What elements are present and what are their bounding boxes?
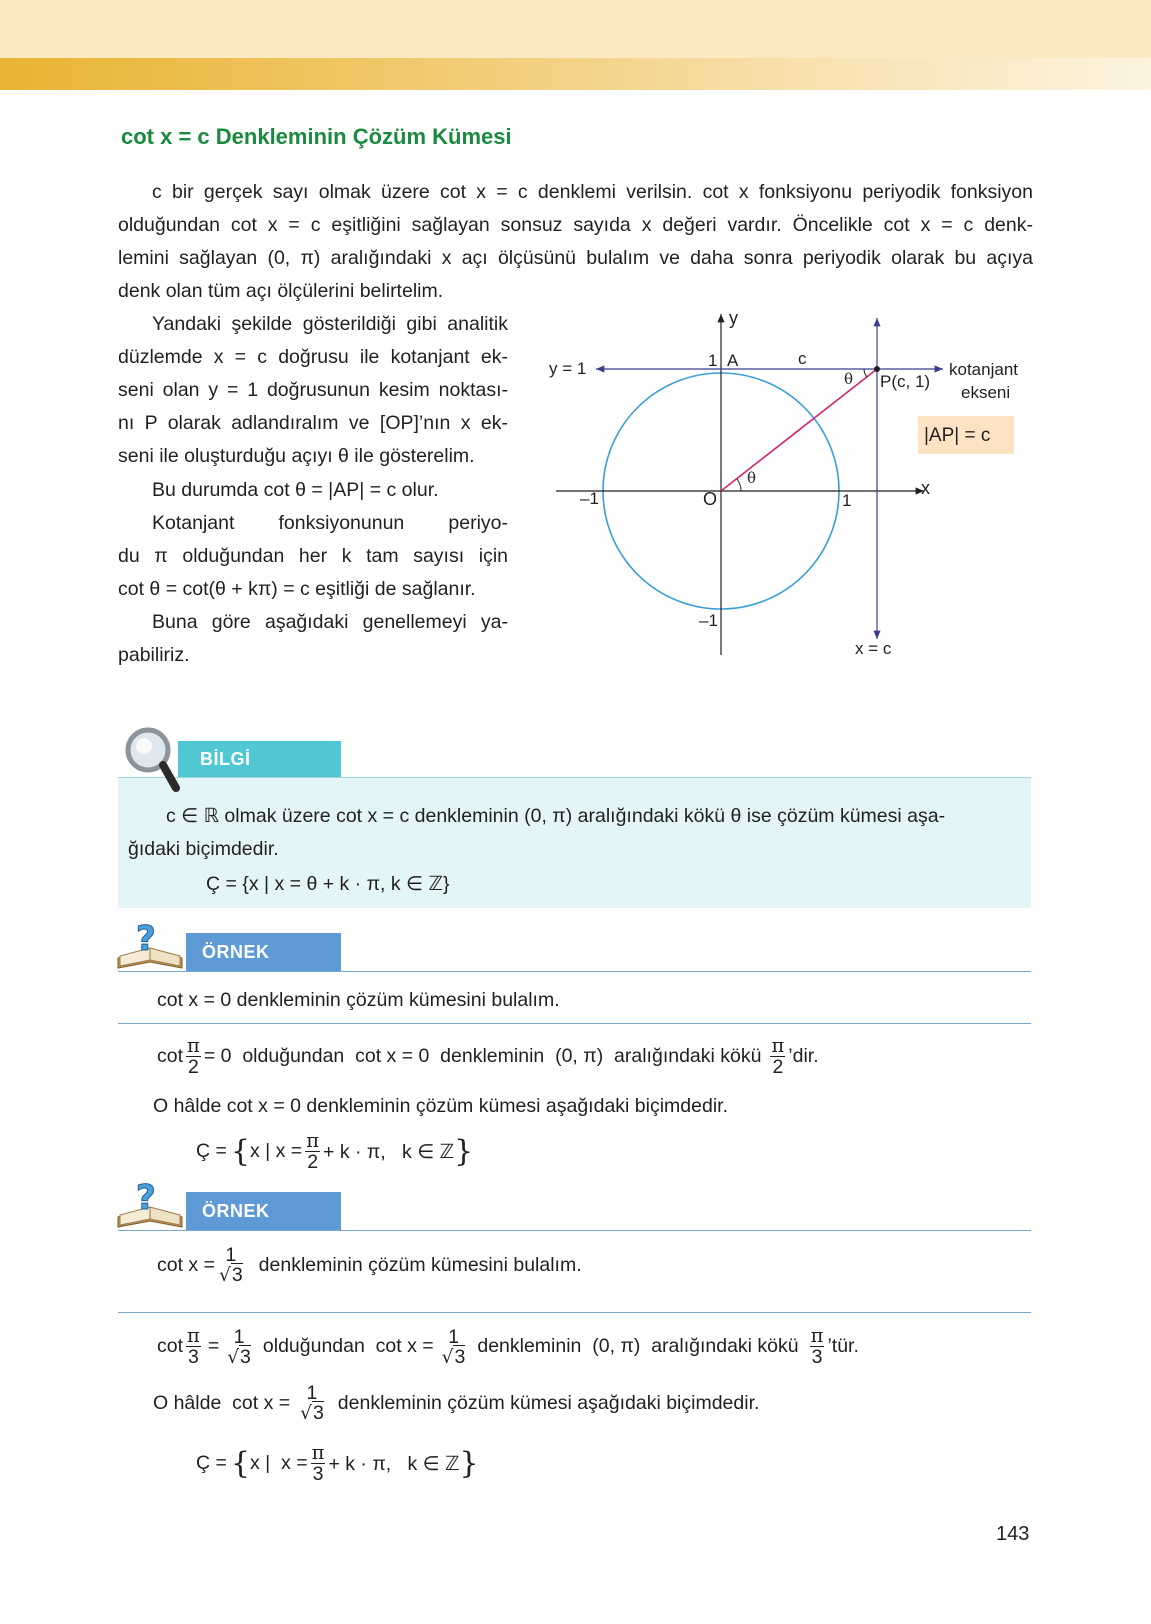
radicand: 3 [454,1345,466,1368]
ornek-2-divider [118,1312,1031,1313]
set-rest: + k · π, k ∈ ℤ [323,1140,455,1163]
fig-label-c: c [798,349,807,368]
fig-label-minus-one-bottom: –1 [699,611,718,630]
fraction-pi-over-2 [185,1036,202,1078]
fraction-num: π [187,1324,200,1347]
bilgi-label: BİLGİ [200,749,251,769]
question-book-icon [114,1171,186,1233]
radicand: 3 [231,1264,243,1287]
ornek-1-solution-2: O hâlde cot x = 0 denkleminin çözüm kümesi aşağıdaki biçimdedir. [153,1095,728,1117]
radicand: 3 [240,1345,251,1368]
fraction-den: 2 [772,1056,784,1079]
left-line-1: Yandaki şekilde gösterildiği gibi analitik [152,313,508,335]
ornek-2-question [157,1245,582,1286]
fraction-den: √3 [219,1264,243,1287]
fraction-den: √3 [300,1402,324,1425]
solution-2-text: denkleminin çözüm kümesi aşağıdaki biçimdedir. [337,1391,760,1414]
fig-label-ap-eq-c: |AP| = c [924,425,991,446]
set-x-part: x | x = [249,1140,303,1163]
fraction-den: √3 [227,1345,251,1368]
fraction-den: √3 [441,1345,466,1368]
fraction-den: 2 [188,1056,199,1079]
left-line-7: Kotanjant fonksiyonunun periyo- [152,512,508,534]
fraction-pi-over-3 [185,1326,202,1368]
solution-1-middle: = 0 olduğundan cot x = 0 denkleminin (0, π) aralığındaki kökü [203,1045,762,1068]
svg-text:?: ? [136,1178,156,1218]
fraction-one-over-root-3 [225,1327,253,1368]
fraction-num: 1 [448,1325,459,1348]
bilgi-formula: Ç = {x | x = θ + k · π, k ∈ ℤ} [206,873,450,895]
question-book-icon [114,912,186,974]
ornek-2-top-rule [118,1230,1031,1231]
solution-1-middle: olduğundan cot x = [262,1335,434,1358]
ornek-1-solution-1 [157,1036,819,1078]
left-line-9: cot θ = cot(θ + kπ) = c eşitliği de sağlanır. [118,578,476,600]
ornek-label-2: ÖRNEK [202,1201,270,1221]
fig-label-P: P(c, 1) [880,372,931,391]
fig-label-y: y [729,308,738,328]
magnifier-icon [114,724,182,796]
left-line-2: düzlemde x = c doğrusu ile kotanjant ek- [118,346,508,368]
set-lhs: Ç = [196,1452,227,1475]
fraction-num: 1 [306,1382,318,1404]
solution-1-middle-2: denkleminin (0, π) aralığındaki kökü [477,1335,799,1358]
left-line-10: Buna göre aşağıdaki genellemeyi ya- [152,611,508,633]
bilgi-line-1: c ∈ ℝ olmak üzere cot x = c denkleminin (0, π) aralığındaki kökü θ ise çözüm kümesi aşa- [166,805,946,827]
fig-label-one-top: 1 [708,351,718,370]
ornek-2-solution-set: Ç = { x | x = $\frac{\pi}{3}$ + k · π, k ∈ ℤ } [196,1441,479,1486]
fig-label-ekseni: ekseni [961,383,1011,402]
fraction-den: 3 [188,1346,199,1369]
solution-2-lhs: O hâlde cot x = [153,1391,291,1414]
angle-arc-P [864,369,867,377]
fraction-num: π [771,1034,785,1057]
fraction-one-over-root-3-b [440,1327,468,1368]
question-lhs: cot x = [157,1253,215,1276]
fig-label-O: O [703,489,718,509]
radicand: 3 [312,1402,324,1425]
ornek-2-solution-2 [153,1383,759,1424]
fraction-pi-over-3-set [310,1443,327,1485]
fraction-den: 3 [312,1463,324,1486]
intro-line-4: denk olan tüm açı ölçülerini belirtelim. [118,280,444,302]
angle-arc-origin [737,479,741,491]
intro-line-2: olduğundan cot x = c eşitliğini sağlayan sonsuz sayıda x değeri vardır. Öncelikle cot x = c denk- [118,214,1033,236]
segment-OP [721,369,877,491]
fig-label-x-eq-c: x = c [855,639,892,658]
left-line-4: nı P olarak adlandıralım ve [OP]’nın x ek- [118,412,508,434]
fraction-num: 1 [225,1244,237,1266]
intro-line-3: lemini sağlayan (0, π) aralığındaki x açı ölçüsünü bulalım ve daha sonra periyodik olarak bu açıya [118,247,1033,269]
cot-text: cot [157,1335,184,1358]
fraction-num: 1 [233,1325,245,1348]
fraction-pi-over-3-b [809,1326,826,1368]
fraction-num: π [810,1324,824,1347]
fraction-pi-over-2-set [304,1131,321,1173]
fraction-den: 2 [307,1151,319,1174]
fraction-one-over-root-3 [217,1245,245,1286]
fig-label-A: A [727,351,739,370]
solution-1-tail: ’dir. [788,1045,819,1068]
svg-text:?: ? [136,919,156,959]
left-line-8: du π olduğundan her k tam sayısı için [118,545,508,567]
unit-circle-figure [0,0,1151,700]
fig-label-y-eq-1: y = 1 [549,359,587,378]
left-line-11: pabiliriz. [118,644,190,666]
fraction-one-over-root-3 [298,1383,326,1424]
fig-label-theta-P: θ [844,370,854,388]
left-line-5: seni ile oluşturduğu açıyı θ ile gösterelim. [118,445,475,467]
left-line-6: Bu durumda cot θ = |AP| = c olur. [152,479,439,501]
ornek-1-question: cot x = 0 denkleminin çözüm kümesini bulalım. [157,989,560,1011]
ornek-1-divider [118,1023,1031,1024]
fraction-num: π [311,1441,325,1464]
bilgi-line-2: ğıdaki biçimdedir. [128,838,279,860]
ornek-1-solution-set: Ç = { x | x = $\frac{\pi}{2}$ + k · π, k ∈ ℤ } [196,1129,474,1174]
fig-label-x: x [921,478,930,498]
fraction-num: π [187,1034,200,1057]
fraction-den: 3 [811,1346,823,1369]
fraction-pi-over-2-b [769,1036,786,1078]
page-number: 143 [996,1523,1030,1545]
section-title: cot x = c Denkleminin Çözüm Kümesi [121,124,512,149]
solution-1-tail: ’tür. [827,1335,859,1358]
intro-line-1: c bir gerçek sayı olmak üzere cot x = c denklemi verilsin. cot x fonksiyonu periyodik fonksiyon [152,181,1033,203]
set-lhs: Ç = [196,1140,227,1163]
cot-text: cot [157,1045,184,1068]
ornek-1-top-rule [118,971,1031,972]
question-text: denkleminin çözüm kümesini bulalım. [258,1253,582,1276]
set-x-part: x | x = [249,1452,308,1475]
ornek-2-solution-1 [157,1326,859,1368]
fig-label-one-right: 1 [842,491,852,510]
fig-label-minus-one-left: –1 [580,489,599,508]
set-rest: + k · π, k ∈ ℤ [328,1452,460,1475]
left-line-3: seni olan y = 1 doğrusunun kesim noktası- [118,379,508,401]
fraction-num: π [306,1129,320,1152]
fig-label-theta-origin: θ [747,469,757,487]
fig-label-kotanjant: kotanjant [949,360,1018,379]
equals-sign: = [207,1335,220,1358]
ornek-label-1: ÖRNEK [202,942,270,962]
